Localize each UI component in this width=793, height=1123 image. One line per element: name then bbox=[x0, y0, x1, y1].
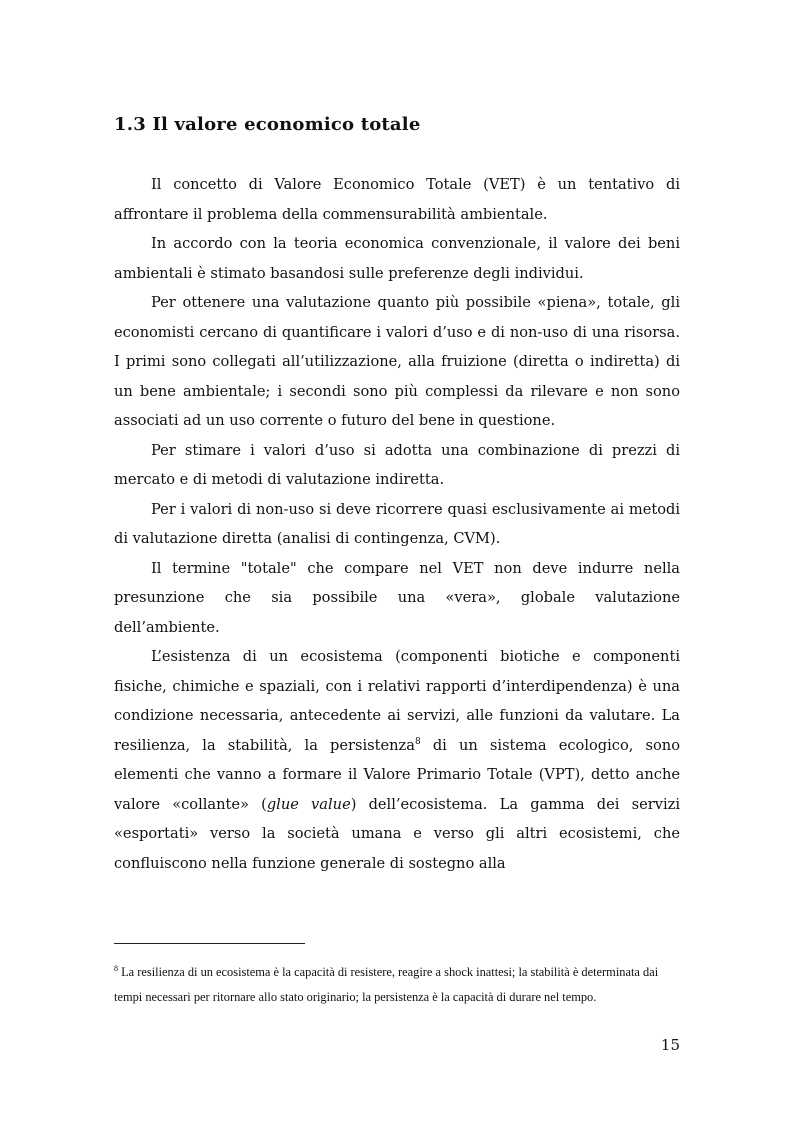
footnote-reference[interactable]: 8 bbox=[414, 736, 421, 747]
paragraph-7-text-b: di un sistema ecologico, sono elementi che vanno a formare il Valore Primario Totale (VPT), detto anche valore «collante» ( bbox=[114, 736, 680, 813]
paragraph-7-text-a: L’esistenza di un ecosistema (componenti biotiche e componenti fisiche, chimiche e spaziali, con i relativi rapporti d’interdipendenza) è una condizione necessaria, antecedente ai servizi, alle funzioni da valutare. La resilienza, la stabilità, la persistenza bbox=[114, 648, 680, 754]
paragraph-1: Il concetto di Valore Economico Totale (VET) è un tentativo di affrontare il problema della commensurabilità ambientale. bbox=[114, 176, 680, 223]
footnote-number: 8 bbox=[114, 963, 118, 973]
paragraph-2: In accordo con la teoria economica convenzionale, il valore dei beni ambientali è stimato basandosi sulle preferenze degli individui. bbox=[114, 235, 680, 282]
body-text bbox=[114, 170, 680, 878]
footnote bbox=[114, 960, 680, 1010]
footnote-text: La resilienza di un ecosistema è la capacità di resistere, reagire a shock inattesi; la stabilità è determinata dai tempi necessari per ritornare allo stato originario; la persistenza è la capacità di durare nel tempo. bbox=[114, 965, 659, 1004]
paragraph-5: Per i valori di non-uso si deve ricorrere quasi esclusivamente ai metodi di valutazione diretta (analisi di contingenza, CVM). bbox=[114, 500, 680, 547]
paragraph-7 bbox=[114, 642, 680, 878]
footnote-separator bbox=[114, 943, 305, 944]
glue-value-term: glue value bbox=[266, 795, 351, 813]
paragraph-4: Per stimare i valori d’uso si adotta una combinazione di prezzi di mercato e di metodi di valutazione indiretta. bbox=[114, 441, 680, 488]
paragraph-6: Il termine "totale" che compare nel VET non deve indurre nella presunzione che sia possibile una «vera», globale valutazione dell’ambiente. bbox=[114, 559, 680, 636]
page-number: 15 bbox=[660, 1036, 680, 1054]
paragraph-7-text-c: ) dell’ecosistema. La gamma dei servizi «esportati» verso la società umana e verso gli altri ecosistemi, che confluiscono nella funzione generale di sostegno alla bbox=[114, 795, 680, 872]
paragraph-3: Per ottenere una valutazione quanto più possibile «piena», totale, gli economisti cercano di quantificare i valori d’uso e di non-uso di una risorsa. I primi sono collegati all’utilizzazione, alla fruizione (diretta o indiretta) di un bene ambientale; i secondi sono più complessi da rilevare e non sono associati ad un uso corrente o futuro del bene in questione. bbox=[114, 294, 680, 429]
section-heading: 1.3 Il valore economico totale bbox=[114, 114, 421, 135]
